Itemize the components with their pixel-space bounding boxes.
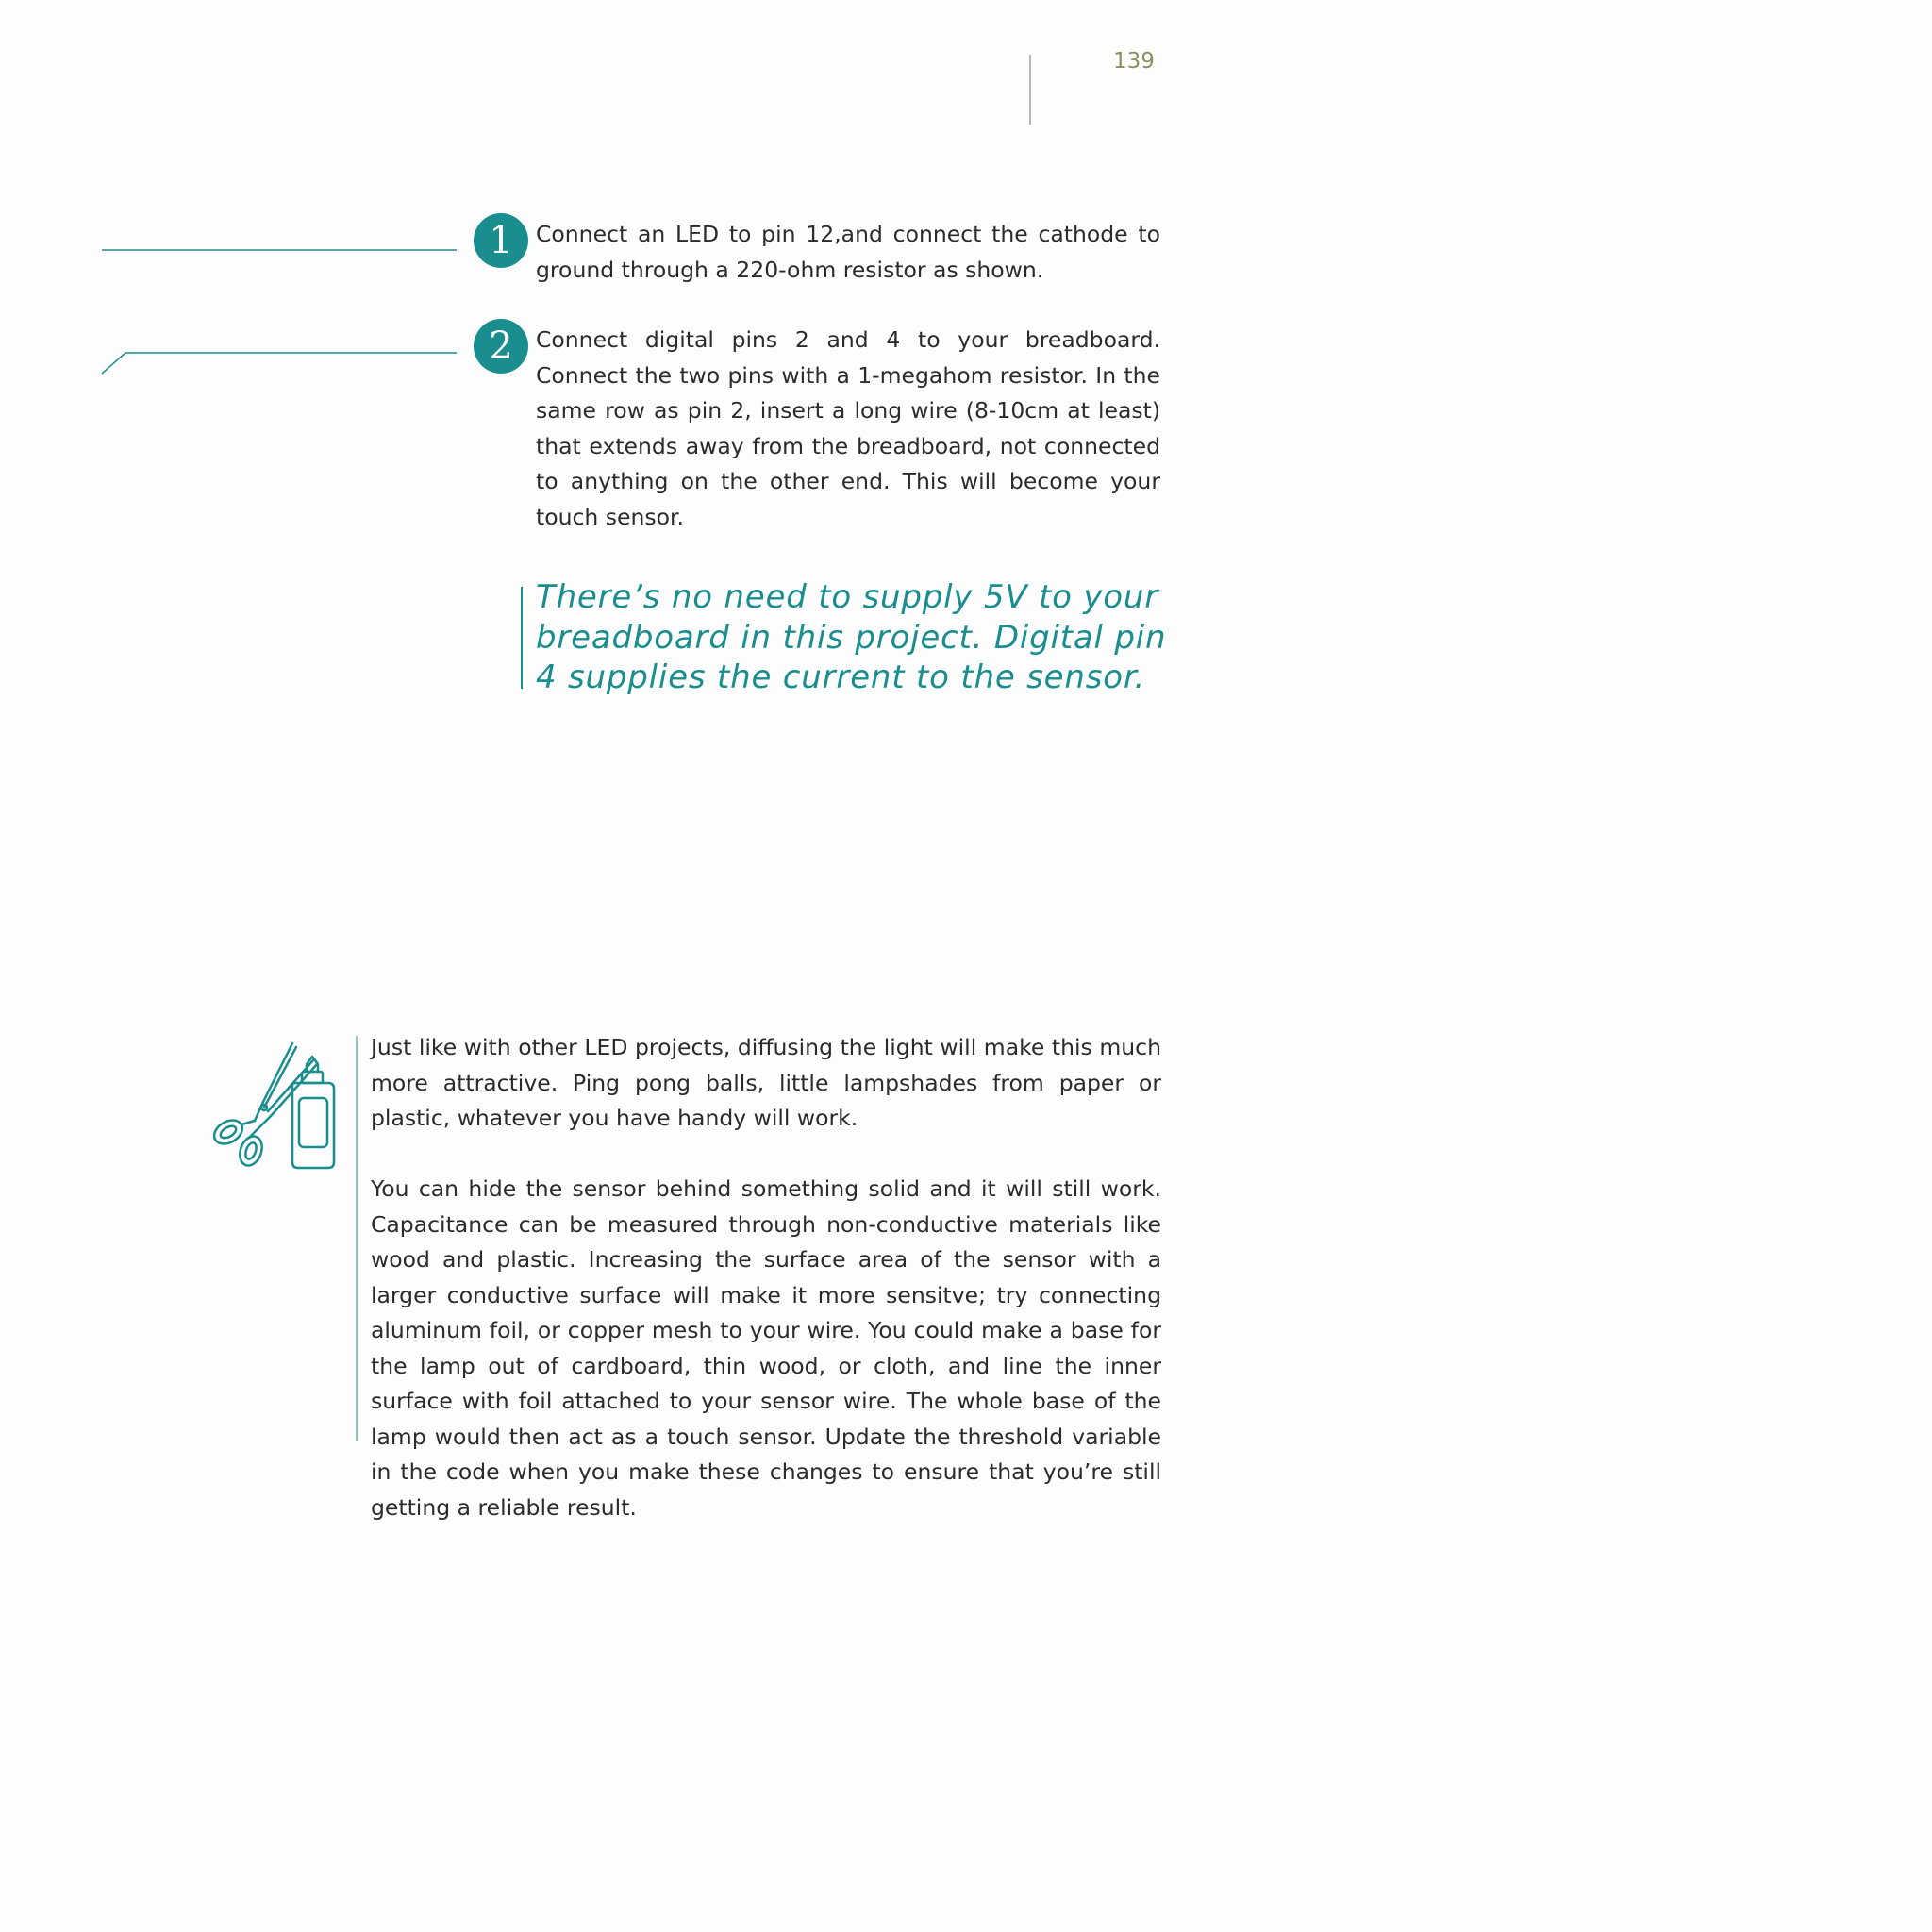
pullquote-rule: [521, 587, 523, 689]
step-1-number-badge: 1: [474, 213, 528, 268]
header-rule: [1029, 55, 1031, 125]
page-number: 139: [1113, 49, 1155, 74]
leader-line-step-2: [102, 353, 457, 374]
tip-paragraph-2: You can hide the sensor behind something solid and it will still work. Capacitance can be measured through non-conductive materials like wood and plastic. Increasing the surface area of the sensor with a larger conductive surface will make it more sensitve; try connecting aluminum foil, or copper mesh to your wire. You could make a base for the lamp out of cardboard, thin wood, or cloth, and line the inner surface with foil attached to your sensor wire. The whole base of the lamp would then act as a touch sensor. Update the threshold variable in the code when you make these changes to ensure that you’re still getting a reliable result.: [371, 1175, 1161, 1521]
step-1-text: Connect an LED to pin 12,and connect the cathode to ground through a 220-ohm resistor as shown.: [536, 221, 1160, 283]
step-2-text: Connect digital pins 2 and 4 to your breadboard. Connect the two pins with a 1-megahom resistor. In the same row as pin 2, insert a long wire (8-10cm at least) that extends away from the breadboard, not connected to anything on the other end. This will become your touch sensor.: [536, 326, 1160, 530]
pullquote: There’s no need to supply 5V to your breadboard in this project. Digital pin 4 supplies the current to the sensor.: [536, 578, 1167, 696]
step-2-number-badge: 2: [474, 319, 528, 374]
scissors-and-glue-icon: [206, 1038, 347, 1170]
tip-rule: [356, 1036, 358, 1441]
tip-paragraph-1: Just like with other LED projects, diffusing the light will make this much more attractive. Ping pong balls, little lampshades from paper or plastic, whatever you have handy will work.: [371, 1034, 1161, 1131]
